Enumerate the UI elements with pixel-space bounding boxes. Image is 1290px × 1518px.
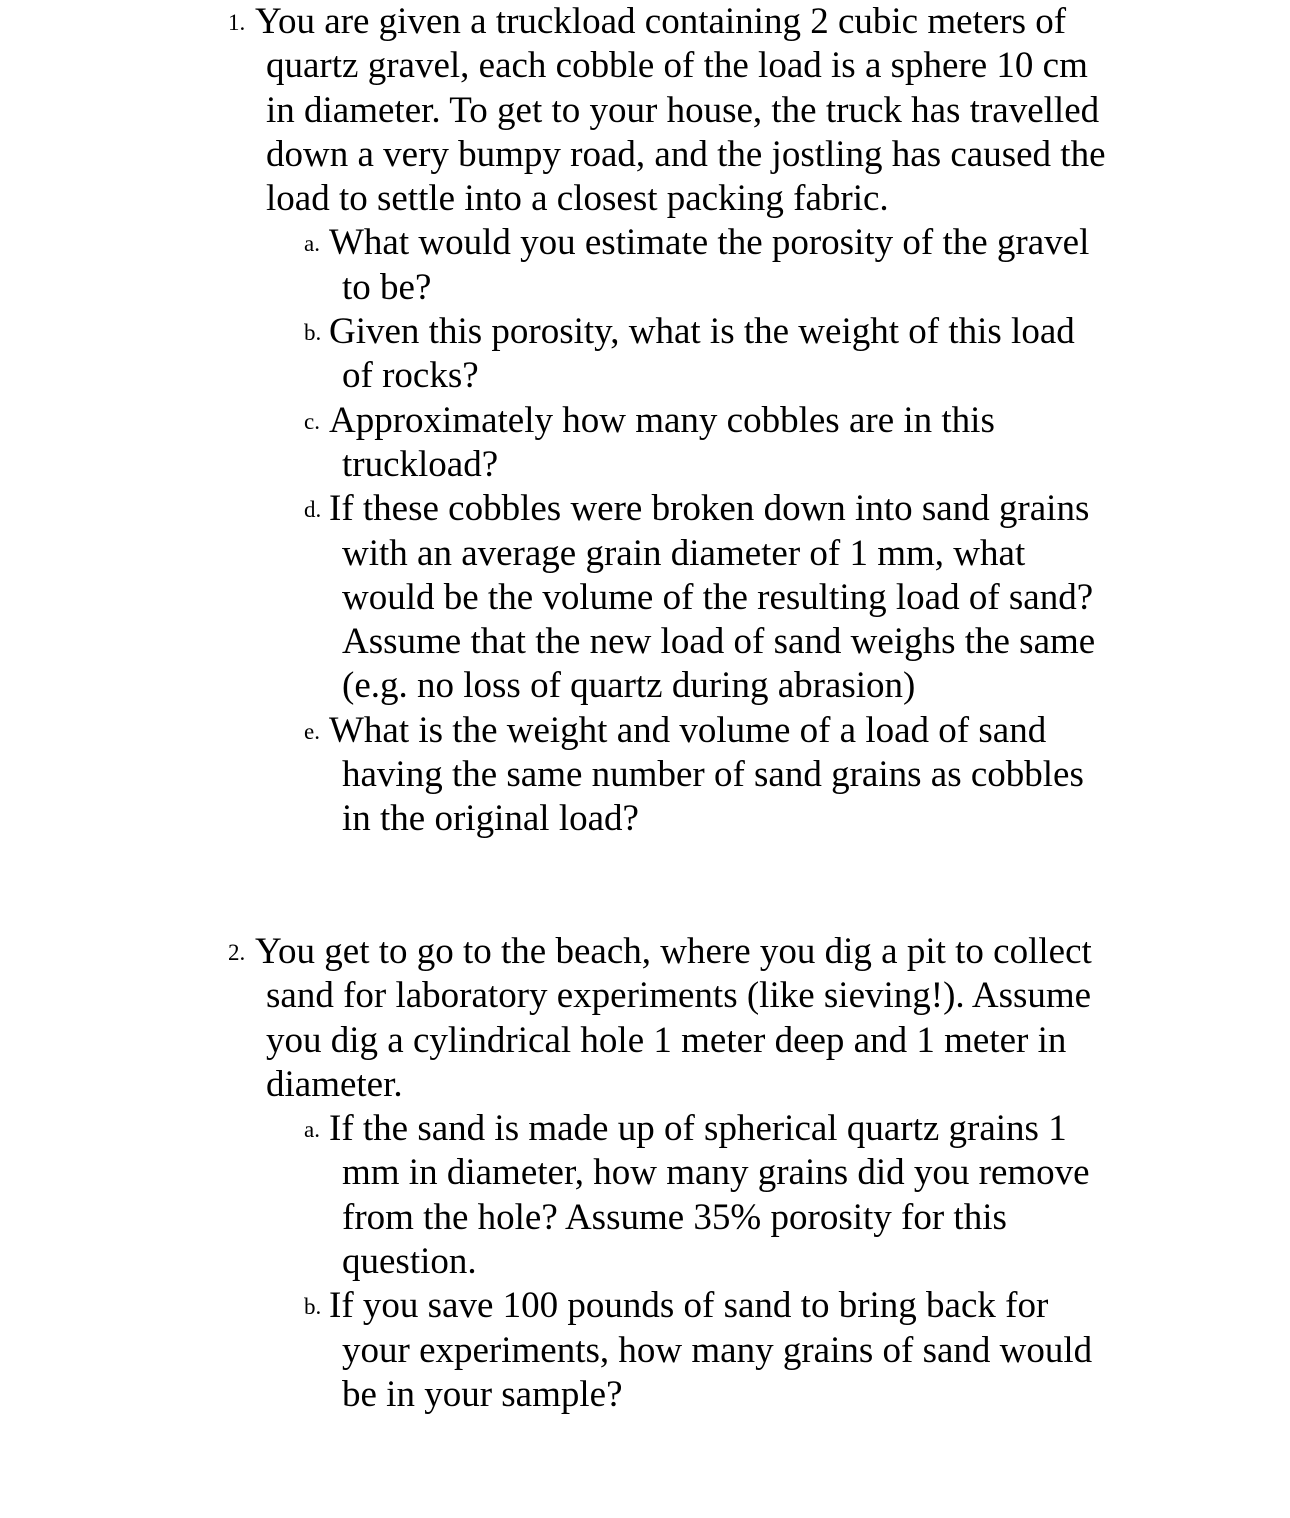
question-2-subpart-b <box>0 1284 1290 1417</box>
question-1-number: 1. <box>228 10 246 35</box>
question-1-subparts <box>0 221 1290 841</box>
question-2-text: You get to go to the beach, where you dig a pit to collect sand for laboratory experiments (like sieving!). Assume you dig a cylindrical hole 1 meter deep and 1 meter in diameter. <box>255 931 1092 1105</box>
subpart-letter: b. <box>304 320 322 346</box>
subpart-text: If you save 100 pounds of sand to bring back for your experiments, how many grains of sand would be in your sample? <box>329 1285 1093 1415</box>
subpart-letter: d. <box>304 497 322 523</box>
question-2 <box>0 930 1290 1417</box>
question-1-stem <box>0 0 1290 221</box>
subpart-letter: e. <box>304 718 320 744</box>
subpart-letter: a. <box>304 1117 320 1143</box>
question-1-text: You are given a truckload containing 2 cubic meters of quartz gravel, each cobble of the load is a sphere 10 cm in diameter. To get to your house, the truck has travelled down a very bumpy road, and the jostling has caused the load to settle into a closest packing fabric. <box>255 1 1106 220</box>
subpart-text: If these cobbles were broken down into sand grains with an average grain diameter of 1 mm, what would be the volume of the resulting load of sand? Assume that the new load of sand weighs the same (e.g. no loss of quartz during abrasion) <box>329 488 1096 707</box>
question-2-stem <box>0 930 1290 1107</box>
question-2-number: 2. <box>228 940 246 965</box>
subpart-letter: b. <box>304 1294 322 1320</box>
subpart-text: If the sand is made up of spherical quartz grains 1 mm in diameter, how many grains did you remove from the hole? Assume 35% porosity for this question. <box>329 1108 1090 1283</box>
question-1-subpart-c <box>0 399 1290 488</box>
question-1-subpart-d <box>0 487 1290 708</box>
subpart-text: What is the weight and volume of a load of sand having the same number of sand grains as cobbles in the original load? <box>329 709 1084 840</box>
subpart-text: Given this porosity, what is the weight of this load of rocks? <box>329 311 1075 397</box>
subpart-letter: a. <box>304 231 320 257</box>
question-2-subparts <box>0 1107 1290 1417</box>
question-2-subpart-a <box>0 1107 1290 1284</box>
question-1-subpart-e <box>0 709 1290 842</box>
subpart-text: Approximately how many cobbles are in this truckload? <box>329 399 995 485</box>
subpart-letter: c. <box>304 408 320 434</box>
question-1-subpart-b <box>0 310 1290 399</box>
subpart-text: What would you estimate the porosity of the gravel to be? <box>329 222 1090 308</box>
question-1-subpart-a <box>0 221 1290 310</box>
